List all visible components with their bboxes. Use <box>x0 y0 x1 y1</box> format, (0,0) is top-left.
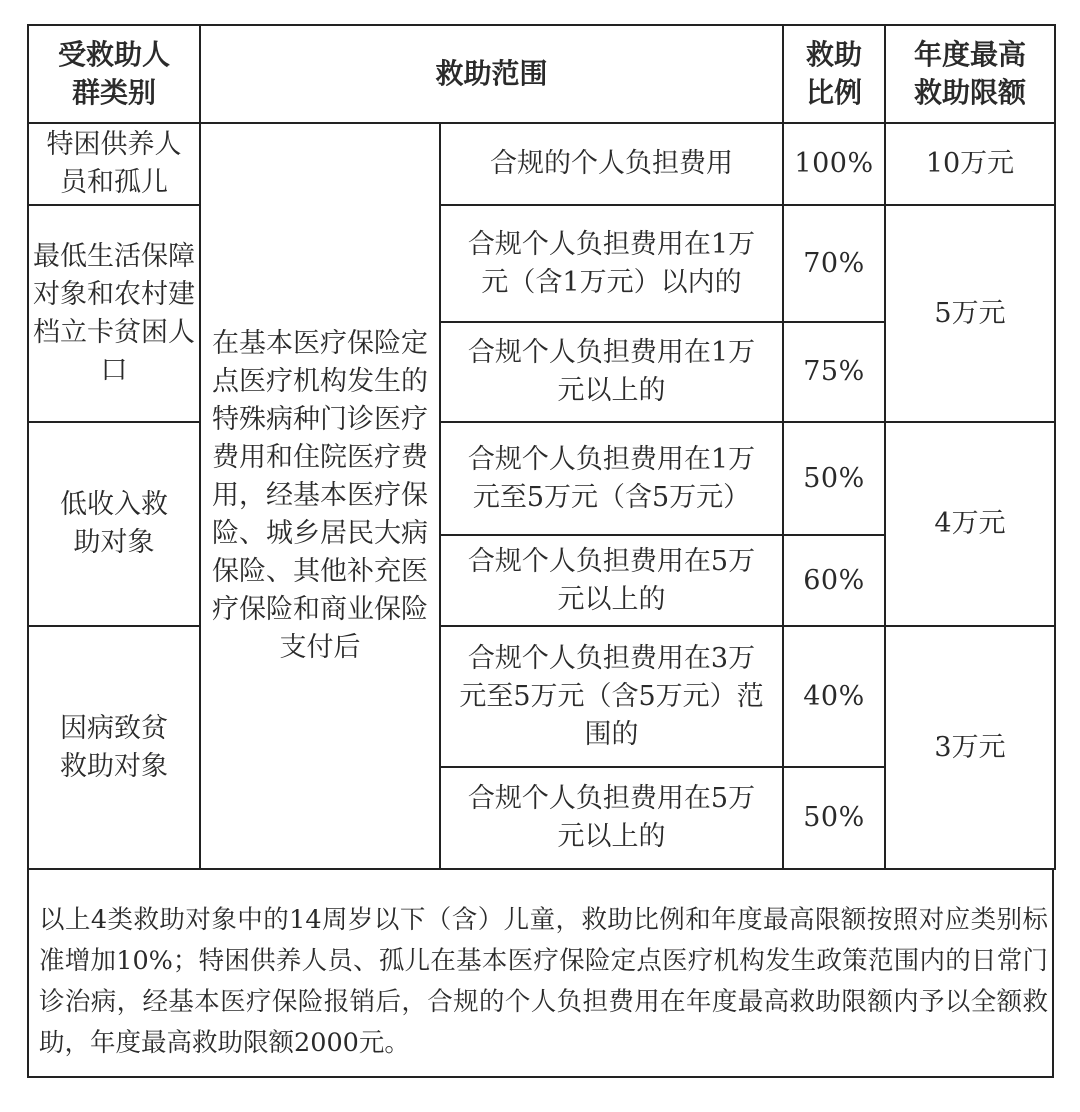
ratio-cell: 70% <box>783 205 885 322</box>
scope-cell: 合规的个人负担费用 <box>440 123 783 205</box>
table-row <box>28 123 1055 205</box>
common-scope-cell: 在基本医疗保险定点医疗机构发生的特殊病种门诊医疗费用和住院医疗费用，经基本医疗保险、城乡居民大病保险、其他补充医疗保险和商业保险支付后 <box>200 123 440 869</box>
limit-cell: 4万元 <box>885 422 1055 626</box>
ratio-cell: 75% <box>783 322 885 422</box>
table-row <box>28 626 1055 767</box>
scope-cell: 合规个人负担费用在3万元至5万元（含5万元）范围的 <box>440 626 783 767</box>
scope-cell: 合规个人负担费用在1万元（含1万元）以内的 <box>440 205 783 322</box>
ratio-cell: 50% <box>783 767 885 869</box>
header-limit: 年度最高救助限额 <box>885 25 1055 123</box>
header-ratio: 救助比例 <box>783 25 885 123</box>
table-footnote: 以上4类救助对象中的14周岁以下（含）儿童，救助比例和年度最高限额按照对应类别标准增加10%；特困供养人员、孤儿在基本医疗保险定点医疗机构发生政策范围内的日常门诊治病，经基本医疗保险报销后，合规的个人负担费用在年度最高救助限额内予以全额救助，年度最高救助限额2000元。 <box>27 870 1054 1078</box>
header-row <box>28 25 1055 123</box>
header-scope: 救助范围 <box>200 25 783 123</box>
category-cell: 因病致贫救助对象 <box>28 626 200 869</box>
assistance-table <box>27 24 1056 870</box>
table-row <box>28 205 1055 322</box>
ratio-cell: 60% <box>783 535 885 626</box>
category-cell: 特困供养人员和孤儿 <box>28 123 200 205</box>
category-cell: 低收入救助对象 <box>28 422 200 626</box>
limit-cell: 3万元 <box>885 626 1055 869</box>
scope-cell: 合规个人负担费用在5万元以上的 <box>440 767 783 869</box>
scope-cell: 合规个人负担费用在1万元至5万元（含5万元） <box>440 422 783 535</box>
ratio-cell: 40% <box>783 626 885 767</box>
header-category: 受救助人群类别 <box>28 25 200 123</box>
assistance-table-container <box>27 24 1054 1079</box>
category-cell: 最低生活保障对象和农村建档立卡贫困人口 <box>28 205 200 422</box>
table-row <box>28 422 1055 535</box>
scope-cell: 合规个人负担费用在1万元以上的 <box>440 322 783 422</box>
ratio-cell: 50% <box>783 422 885 535</box>
scope-cell: 合规个人负担费用在5万元以上的 <box>440 535 783 626</box>
ratio-cell: 100% <box>783 123 885 205</box>
limit-cell: 5万元 <box>885 205 1055 422</box>
limit-cell: 10万元 <box>885 123 1055 205</box>
